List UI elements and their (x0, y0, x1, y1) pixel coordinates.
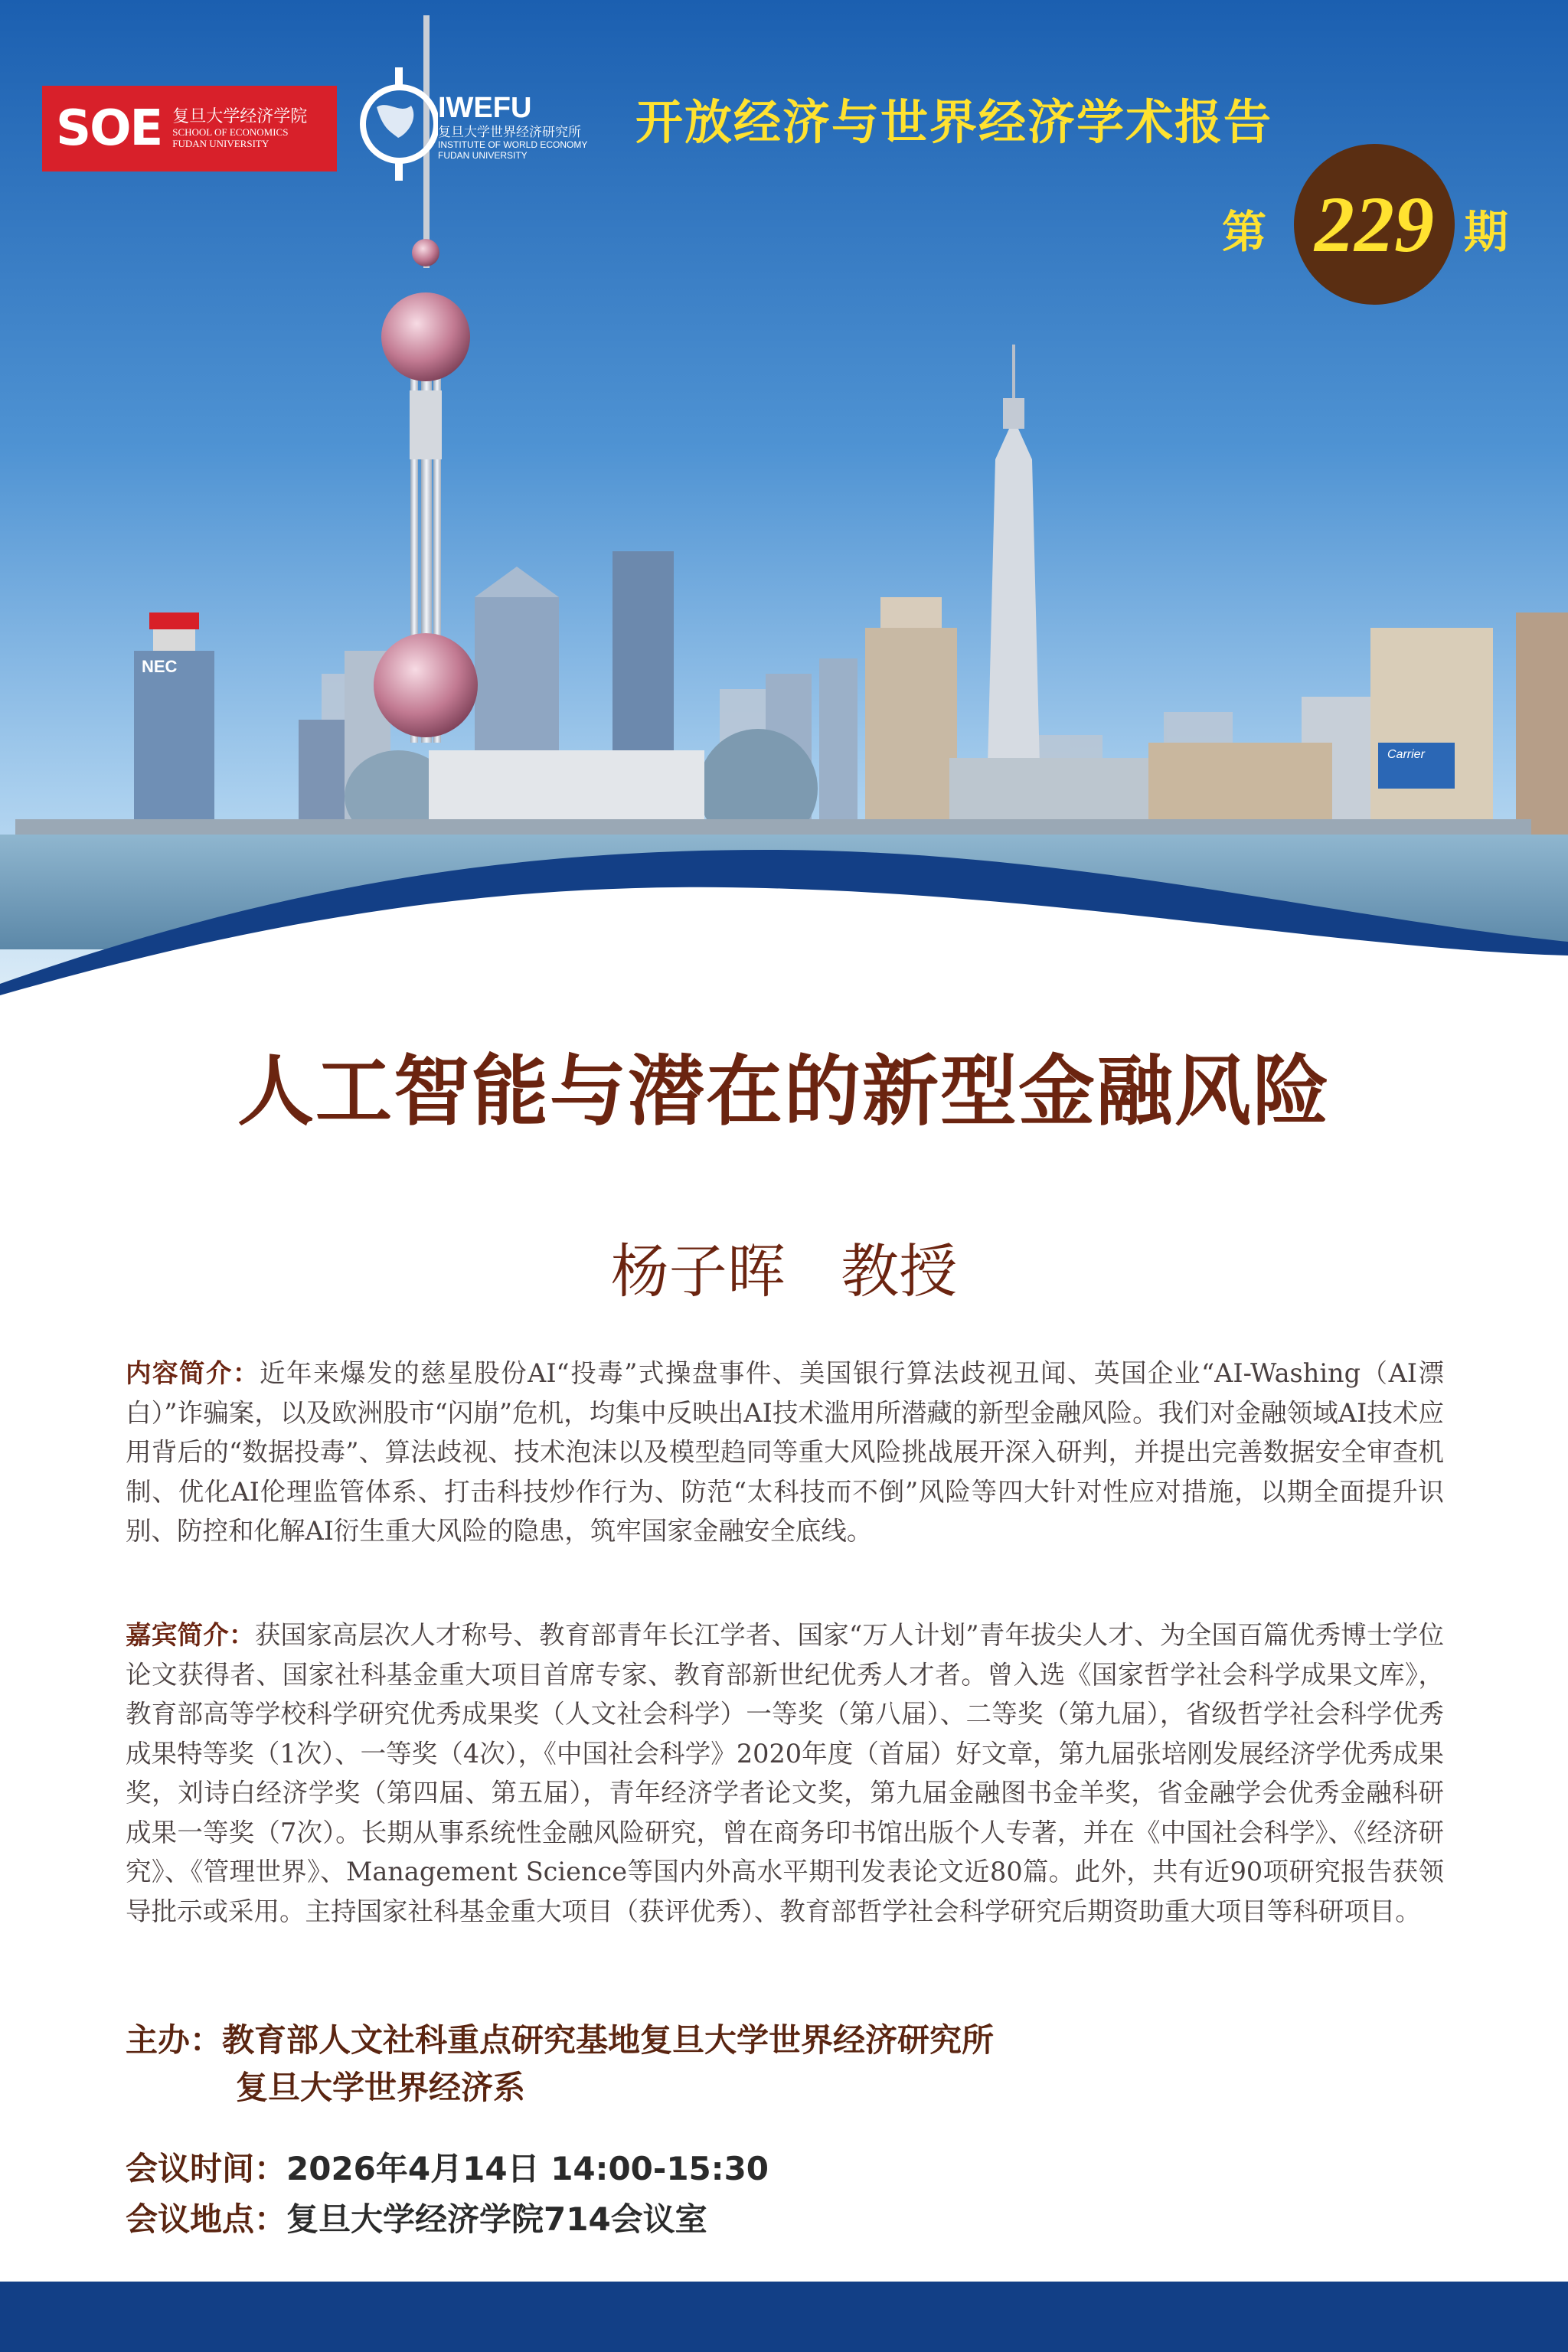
soe-logo (42, 86, 337, 172)
meeting-place (126, 2194, 707, 2240)
soe-logo-name-en-2: FUDAN UNIVERSITY (172, 137, 270, 149)
issue-prefix: 第 (1222, 206, 1267, 258)
content-intro (126, 1354, 1444, 1551)
iwefu-logo (354, 61, 591, 184)
soe-logo-name-en-1: SCHOOL OF ECONOMICS (172, 126, 289, 138)
building-nec (134, 651, 214, 835)
meeting-place-label: 会议地点： (126, 2200, 287, 2238)
issue-badge (1294, 144, 1455, 305)
host-org-1: 教育部人文社科重点研究基地复旦大学世界经济研究所 (222, 2021, 995, 2059)
soe-logo-mark: SOE (56, 100, 162, 157)
issue-suffix: 期 (1464, 206, 1509, 258)
host-label: 主办： (126, 2021, 223, 2059)
guest-bio-text: 获国家高层次人才称号、教育部青年长江学者、国家“万人计划”青年拔尖人才、为全国百篇优秀博士学位论文获得者、国家社科基金重大项目首席专家、教育部新世纪优秀人才者。曾入选《国家哲学社会科学成果文库》，教育部高等学校科学研究优秀成果奖（人文社会科学）一等奖（第八届）、二等奖（第九届），省级哲学社会科学优秀成果特等奖（1次）、一等奖（4次），《中国社会科学》2020年度（首届）好文章，第九届张培刚发展经济学优秀成果奖，刘诗白经济学奖（第四届、第五届），青年经济学者论文奖，第九届金融图书金羊奖，省金融学会优秀金融科研成果一等奖（7次）。长期从事系统性金融风险研究，曾在商务印书馆出版个人专著，并在《中国社会科学》、《经济研究》、《管理世界》、Management Science等国内外高水平期刊发表论文近80篇。此外，共有近90项研究报告获领导批示或采用。主持国家社科基金重大项目（获评优秀）、教育部哲学社会科学研究后期资助重大项目等科研项目。 (126, 1620, 1444, 1926)
footer-bar (0, 2282, 1568, 2352)
issue-number: 229 (1315, 180, 1434, 269)
iwefu-logo-mark: IWEFU (438, 92, 532, 124)
header-banner (0, 0, 1568, 995)
series-title: 开放经济与世界经济学术报告 (635, 94, 1273, 150)
iwefu-logo-name-en-2: FUDAN UNIVERSITY (438, 150, 528, 162)
meeting-time (126, 2144, 769, 2190)
host-org-2: 复旦大学世界经济系 (236, 2069, 526, 2106)
speaker-name: 杨子晖 教授 (610, 1237, 958, 1305)
host-line-1 (126, 2015, 994, 2061)
talk-title: 人工智能与潜在的新型金融风险 (237, 1046, 1331, 1136)
soe-logo-name-cn: 复旦大学经济学院 (172, 107, 308, 127)
meeting-place-value: 复旦大学经济学院714会议室 (286, 2200, 707, 2238)
carrier-sign: Carrier (1387, 748, 1425, 761)
content-intro-text: 近年来爆发的慈星股份AI“投毒”式操盘事件、美国银行算法歧视丑闻、英国企业“AI-Washing（AI漂白）”诈骗案，以及欧洲股市“闪崩”危机，均集中反映出AI技术滥用所潜藏的新型金融风险。我们对金融领域AI技术应用背后的“数据投毒”、算法歧视、技术泡沫以及模型趋同等重大风险挑战展开深入研判，并提出完善数据安全审查机制、优化AI伦理监管体系、打击科技炒作行为、防范“太科技而不倒”风险等四大针对性应对措施，以期全面提升识别、防控和化解AI衍生重大风险的隐患，筑牢国家金融安全底线。 (126, 1358, 1445, 1546)
iwefu-logo-name-cn: 复旦大学世界经济研究所 (438, 124, 581, 140)
guest-bio (126, 1615, 1444, 1931)
iwefu-logo-name-en-1: INSTITUTE OF WORLD ECONOMY (438, 139, 588, 151)
globe-icon (354, 61, 438, 184)
meeting-time-label: 会议时间： (126, 2150, 287, 2187)
content-intro-label: 内容简介： (126, 1358, 260, 1388)
meeting-time-value: 2026年4月14日 14:00-15:30 (286, 2150, 769, 2187)
guest-bio-label: 嘉宾简介： (126, 1620, 255, 1650)
host-line-2 (236, 2063, 525, 2109)
nec-sign: NEC (142, 657, 178, 676)
